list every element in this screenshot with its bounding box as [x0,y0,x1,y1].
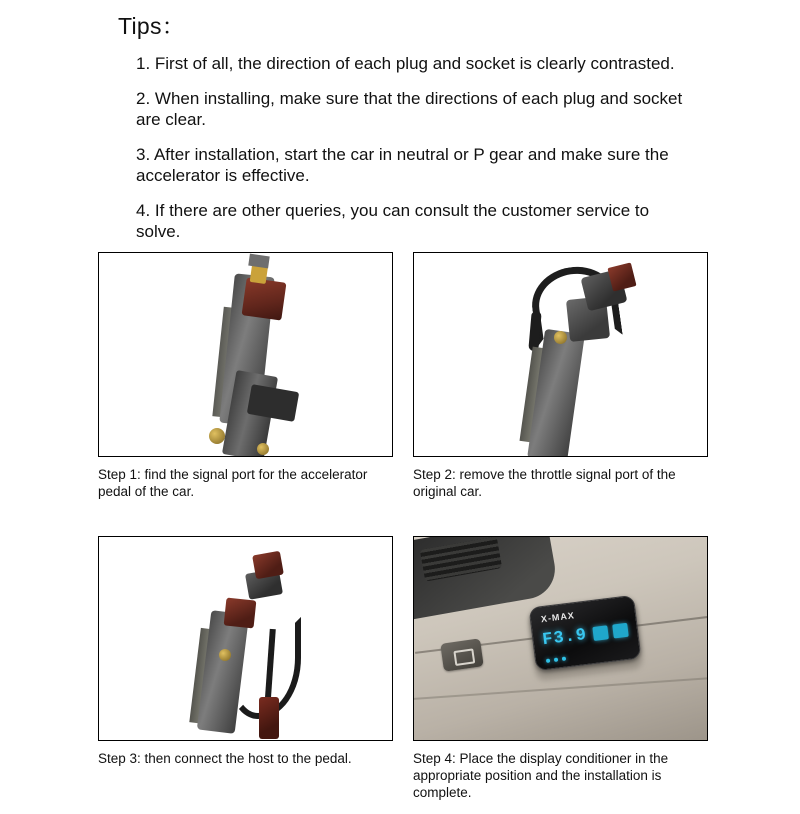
step-1-cell [98,252,393,514]
step-4-caption: Step 4: Place the display conditioner in the appropriate position and the installation is complete. [413,750,708,801]
red-locking-clip-shape [607,262,636,291]
step-2-photo [413,252,708,457]
step-1-caption: Step 1: find the signal port for the accelerator pedal of the car. [98,466,393,500]
tip-item-4: 4. If there are other queries, you can consult the customer service to solve. [118,200,693,242]
step-1-photo [98,252,393,457]
device-readout-value: F3.9 [541,625,588,649]
tips-title: Tips： [118,8,693,41]
device-key-down-icon [612,622,629,638]
step-3-cell [98,536,393,814]
pivot-bolt-icon [554,331,567,344]
pedal-connector-shape [224,597,257,628]
steps-grid [98,252,708,814]
device-indicator-dots [546,656,566,662]
device-brand-label: X-MAX [540,610,575,624]
pivot-bolt-icon [219,649,231,661]
device-indicator-dot [562,656,566,660]
row-spacer [98,514,708,536]
device-key-up-icon [592,625,609,641]
tip-item-3: 3. After installation, start the car in neutral or P gear and make sure the accelerator is effective. [118,144,693,186]
step-3-caption: Step 3: then connect the host to the pedal. [98,750,393,767]
device-indicator-dot [546,658,550,662]
mount-bolt-icon [257,443,269,455]
device-indicator-dot [554,657,558,661]
step-4-photo [413,536,708,741]
device-keypad [592,622,628,640]
connector-cap-shape [248,254,269,269]
inline-connector-shape [259,697,279,739]
host-connector-shape [252,550,284,578]
steps-row-bottom [98,536,708,814]
dashboard-button [440,638,484,671]
step-2-cell [413,252,708,514]
tip-item-2: 2. When installing, make sure that the directions of each plug and socket are clear. [118,88,693,130]
step-3-photo [98,536,393,741]
display-conditioner-device [528,594,641,670]
steps-row-top [98,252,708,514]
tip-item-1: 1. First of all, the direction of each plug and socket is clearly contrasted. [118,53,693,74]
pivot-bolt-icon [209,428,225,444]
tips-section [118,8,693,242]
step-2-caption: Step 2: remove the throttle signal port of the original car. [413,466,708,500]
step-4-cell [413,536,708,814]
